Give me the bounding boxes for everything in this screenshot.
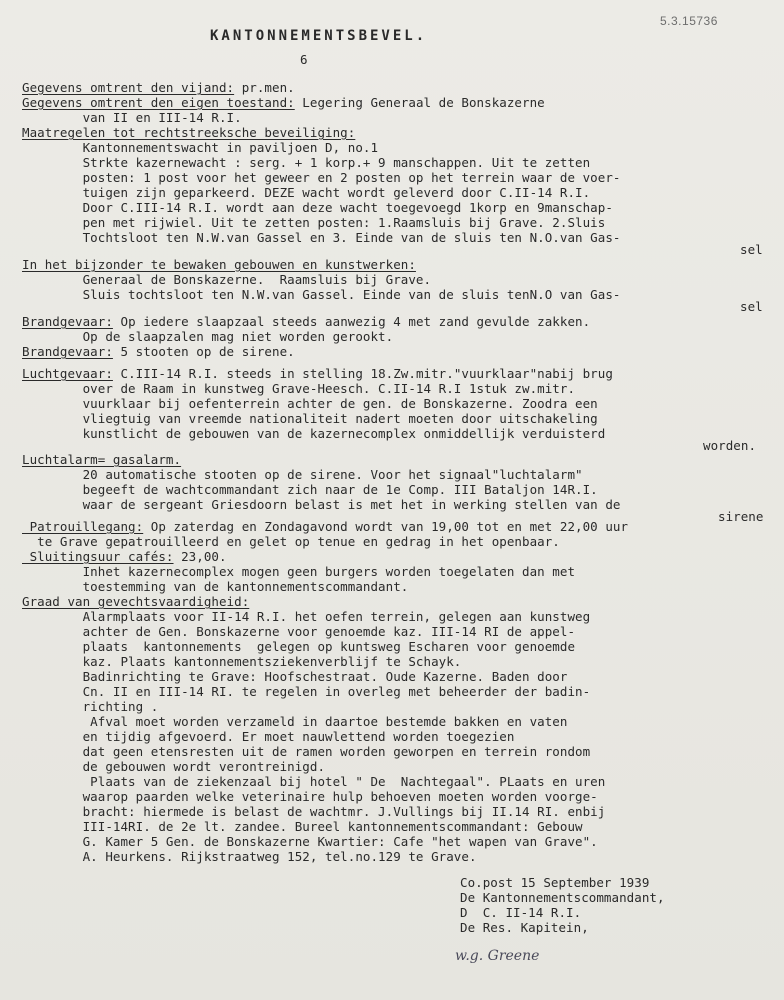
text-line: Op de slaapzalen mag niet worden gerookt. bbox=[22, 329, 394, 344]
text-line: en tijdig afgevoerd. Er moet nauwlettend worden toegezien bbox=[22, 729, 515, 744]
text-line bbox=[22, 257, 416, 272]
section-text: pr.men. bbox=[234, 80, 295, 95]
section-heading: Patrouillegang: bbox=[22, 519, 144, 534]
text-line: A. Heurkens. Rijkstraatweg 152, tel.no.129 te Grave. bbox=[22, 849, 477, 864]
section-heading: Gegevens omtrent den eigen toestand: bbox=[22, 95, 295, 110]
section-text: 23,00. bbox=[173, 549, 227, 564]
text-line: waarop paarden welke veterinaire hulp behoeven moeten worden voorge- bbox=[22, 789, 598, 804]
text-line bbox=[22, 125, 355, 140]
text-line bbox=[22, 594, 249, 609]
text-line: waar de sergeant Griesdoorn belast is met het in werking stellen van de bbox=[22, 497, 621, 512]
section-text: 5 stooten op de sirene. bbox=[112, 344, 295, 359]
text-line: Strkte kazernewacht : serg. + 1 korp.+ 9 manschappen. Uit te zetten bbox=[22, 155, 591, 170]
text-line: Plaats van de ziekenzaal bij hotel " De Nachtegaal". PLaats en uren bbox=[22, 774, 606, 789]
text-line: Badinrichting te Grave: Hoofschestraat. Oude Kazerne. Baden door bbox=[22, 669, 568, 684]
text-line: vuurklaar bij oefenterrein achter de gen. de Bonskazerne. Zoodra een bbox=[22, 396, 598, 411]
text-line: G. Kamer 5 Gen. de Bonskazerne Kwartier: Cafe "het wapen van Grave". bbox=[22, 834, 598, 849]
section-heading: In het bijzonder te bewaken gebouwen en kunstwerken: bbox=[22, 257, 416, 272]
text-line: D C. II-14 R.I. bbox=[460, 905, 582, 920]
text-line: kunstlicht de gebouwen van de kazernecomplex onmiddellijk verduisterd bbox=[22, 426, 606, 441]
text-line: achter de Gen. Bonskazerne voor genoemde kaz. III-14 RI de appel- bbox=[22, 624, 576, 639]
text-line: posten: 1 post voor het geweer en 2 posten op het terrein waar de voer- bbox=[22, 170, 621, 185]
text-line: 20 automatische stooten op de sirene. Voor het signaal"luchtalarm" bbox=[22, 467, 583, 482]
text-line: Alarmplaats voor II-14 R.I. het oefen terrein, gelegen aan kunstweg bbox=[22, 609, 591, 624]
text-line: vliegtuig van vreemde nationaliteit nadert moeten door uitschakeling bbox=[22, 411, 598, 426]
text-line: Kantonnementswacht in paviljoen D, no.1 bbox=[22, 140, 379, 155]
text-line: de gebouwen wordt verontreinigd. bbox=[22, 759, 326, 774]
text-line: sel bbox=[740, 242, 763, 257]
signature: w.g. Greene bbox=[455, 948, 540, 964]
text-line: Generaal de Bonskazerne. Raamsluis bij Grave. bbox=[22, 272, 432, 287]
text-line: Tochtsloot ten N.W.van Gassel en 3. Einde van de sluis ten N.O.van Gas- bbox=[22, 230, 621, 245]
text-line bbox=[22, 344, 295, 359]
text-line bbox=[22, 366, 613, 381]
text-line bbox=[22, 314, 590, 329]
section-heading: Brandgevaar: bbox=[22, 314, 113, 329]
text-line: worden. bbox=[703, 438, 757, 453]
section-heading: Luchtgevaar: bbox=[22, 366, 113, 381]
text-line: sirene bbox=[718, 509, 764, 524]
text-line: sel bbox=[740, 299, 763, 314]
section-text: Op iedere slaapzaal steeds aanwezig 4 met zand gevulde zakken. bbox=[112, 314, 591, 329]
text-line: De Res. Kapitein, bbox=[460, 920, 589, 935]
text-line: Sluis tochtsloot ten N.W.van Gassel. Einde van de sluis tenN.O van Gas- bbox=[22, 287, 621, 302]
text-line: Afval moet worden verzameld in daartoe bestemde bakken en vaten bbox=[22, 714, 568, 729]
text-line: richting . bbox=[22, 699, 159, 714]
text-line: kaz. Plaats kantonnementsziekenverblijf te Schayk. bbox=[22, 654, 462, 669]
text-line: Co.post 15 September 1939 bbox=[460, 875, 650, 890]
section-heading: Gegevens omtrent den vijand: bbox=[22, 80, 235, 95]
text-line: Door C.III-14 R.I. wordt aan deze wacht toegevoegd 1korp en 9manschap- bbox=[22, 200, 613, 215]
text-line: toestemming van de kantonnementscommandant. bbox=[22, 579, 409, 594]
text-line bbox=[22, 452, 181, 467]
text-line: De Kantonnementscommandant, bbox=[460, 890, 665, 905]
section-heading: Maatregelen tot rechtstreeksche beveiliging: bbox=[22, 125, 356, 140]
section-text: Op zaterdag en Zondagavond wordt van 19,00 tot en met 22,00 uur bbox=[143, 519, 629, 534]
text-line: Inhet kazernecomplex mogen geen burgers worden toegelaten dan met bbox=[22, 564, 576, 579]
text-line: plaats kantonnements gelegen op kuntsweg Escharen voor genoemde bbox=[22, 639, 576, 654]
text-line: van II en III-14 R.I. bbox=[22, 110, 242, 125]
section-text: C.III-14 R.I. steeds in stelling 18.Zw.mitr."vuurklaar"nabij brug bbox=[112, 366, 613, 381]
section-heading: Sluitingsuur cafés: bbox=[22, 549, 174, 564]
text-line bbox=[22, 549, 227, 564]
text-line bbox=[22, 519, 628, 534]
section-text: Legering Generaal de Bonskazerne bbox=[294, 95, 545, 110]
text-line: III-14RI. de 2e lt. zandee. Bureel kantonnementscommandant: Gebouw bbox=[22, 819, 583, 834]
text-line bbox=[22, 95, 545, 110]
text-line: tuigen zijn geparkeerd. DEZE wacht wordt geleverd door C.II-14 R.I. bbox=[22, 185, 591, 200]
archive-stamp: 5.3.15736 bbox=[660, 14, 718, 28]
text-line: begeeft de wachtcommandant zich naar de 1e Comp. III Bataljon 14R.I. bbox=[22, 482, 598, 497]
document-title: KANTONNEMENTSBEVEL. bbox=[210, 28, 428, 44]
text-line: dat geen etensresten uit de ramen worden geworpen en terrein rondom bbox=[22, 744, 591, 759]
text-line: pen met rijwiel. Uit te zetten posten: 1.Raamsluis bij Grave. 2.Sluis bbox=[22, 215, 606, 230]
text-line: bracht: hiermede is belast de wachtmr. J.Vullings bij II.14 RI. enbij bbox=[22, 804, 606, 819]
text-line: Cn. II en III-14 RI. te regelen in overleg met beheerder der badin- bbox=[22, 684, 591, 699]
section-heading: Brandgevaar: bbox=[22, 344, 113, 359]
section-heading: Graad van gevechtsvaardigheid: bbox=[22, 594, 250, 609]
text-line: over de Raam in kunstweg Grave-Heesch. C.II-14 R.I 1stuk zw.mitr. bbox=[22, 381, 576, 396]
text-line: te Grave gepatrouilleerd en gelet op tenue en gedrag in het openbaar. bbox=[22, 534, 560, 549]
page-number: 6 bbox=[300, 52, 308, 67]
text-line bbox=[22, 80, 295, 95]
section-heading: Luchtalarm= gasalarm. bbox=[22, 452, 182, 467]
